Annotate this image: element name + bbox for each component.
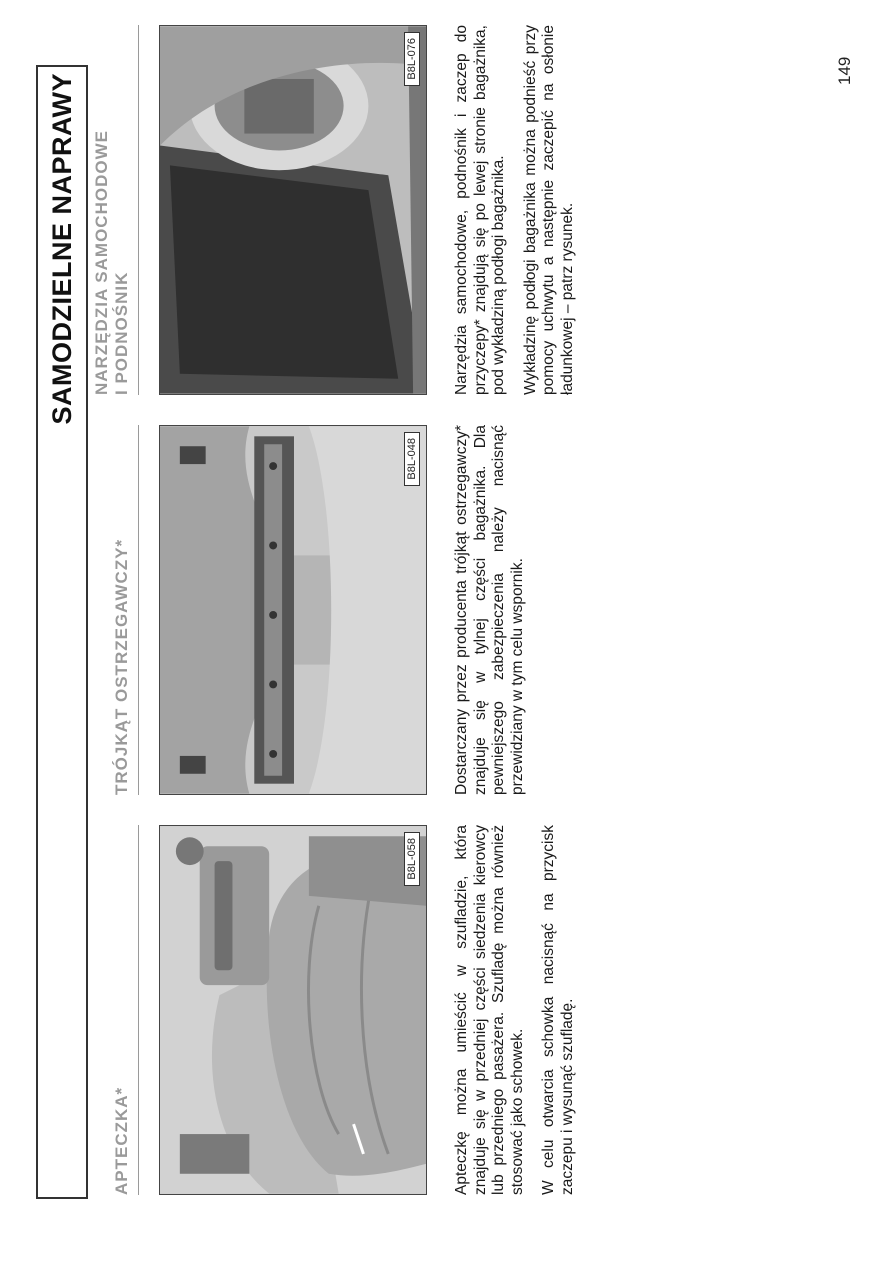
image-code: B8L-048 bbox=[404, 432, 420, 486]
photo-seat-drawer bbox=[159, 825, 427, 1195]
chapter-header bbox=[36, 65, 88, 1199]
section-tools-jack bbox=[94, 25, 590, 395]
section-text bbox=[453, 25, 577, 395]
section-text bbox=[453, 425, 527, 795]
chapter-title: SAMODZIELNE NAPRAWY bbox=[46, 73, 77, 425]
section-title bbox=[94, 425, 139, 795]
paragraph: Apteczkę można umieścić w szufladzie, która znajduje się w przedniej części siedzenia kierowcy lub przedniego pasażera. Szufladę można również stosować jako schowek. bbox=[453, 825, 526, 1195]
page-number: 149 bbox=[835, 56, 854, 85]
section-warning-triangle bbox=[94, 425, 540, 795]
image-code: B8L-058 bbox=[404, 832, 420, 886]
seat-drawer-illustration bbox=[160, 826, 426, 1194]
trunk-lid-illustration bbox=[160, 426, 426, 794]
paragraph: Wykładzinę podłogi bagażnika można podnieść przy pomocy uchwytu a następnie zaczepić na osłonie ładunkowej – patrz rysunek. bbox=[521, 25, 576, 395]
image-code: B8L-076 bbox=[404, 32, 420, 86]
paragraph: W celu otwarcia schowka nacisnąć na przycisk zaczepu i wysunąć szufladę. bbox=[540, 825, 576, 1195]
section-text bbox=[453, 825, 577, 1195]
section-title bbox=[94, 25, 139, 395]
trunk-floor-illustration bbox=[160, 26, 426, 394]
section-title-text: TRÓJKĄT OSTRZEGAWCZY* bbox=[112, 538, 131, 795]
photo-trunk-floor bbox=[159, 25, 427, 395]
paragraph: Narzędzia samochodowe, podnośnik i zaczep do przyczepy* znajdują się po lewej stronie bagażnika, pod wykładziną podłogi bagażnika. bbox=[453, 25, 507, 395]
photo-trunk-lid bbox=[159, 425, 427, 795]
section-title bbox=[94, 825, 139, 1195]
section-title-text: APTECZKA* bbox=[112, 1086, 131, 1195]
section-first-aid bbox=[94, 825, 590, 1195]
paragraph: Dostarczany przez producenta trójkąt ostrzegawczy* znajduje się w tylnej części bagażnika. Dla pewniejszego zabezpieczenia należy nacisnąć przewidziany w tym celu wspornik. bbox=[453, 425, 526, 795]
section-title-text: NARZĘDZIA SAMOCHODOWE I PODNOŚNIK bbox=[92, 130, 131, 395]
